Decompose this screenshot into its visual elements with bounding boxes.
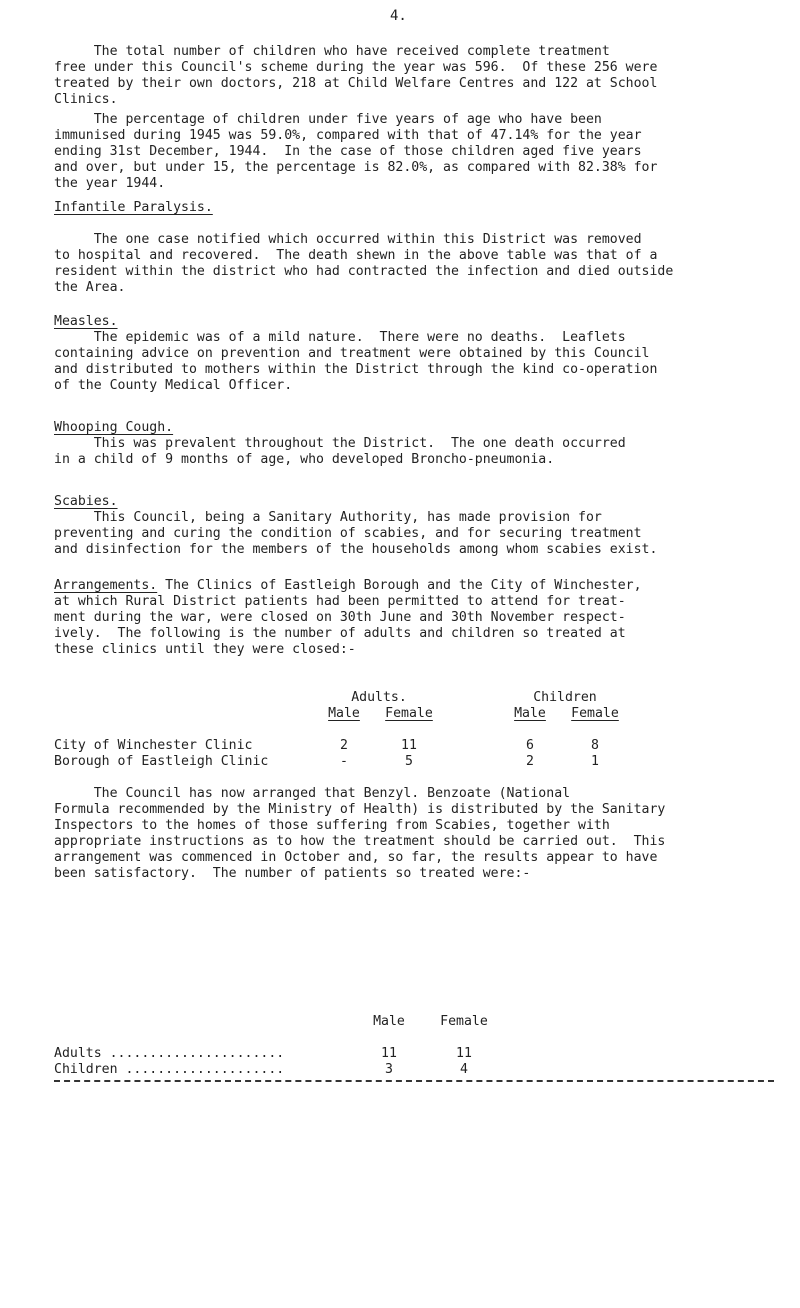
cell-male: 11 — [381, 1046, 397, 1061]
cell-adults-female: 11 — [401, 738, 417, 753]
heading-infantile-paralysis: Infantile Paralysis. — [54, 200, 213, 215]
female-header: Female — [440, 1014, 488, 1029]
arrangements-body: The Clinics of Eastleigh Borough and the City of Winchester, at which Rural District patients had been permitted to attend for treat- ment during the war, were closed on 30th June and 30th November respect- ively. The following is the number of adults and children so treated at these clinics until they were closed:- — [54, 578, 642, 657]
page-number: 4. — [390, 8, 407, 24]
benzyl-benzoate-paragraph: The Council has now arranged that Benzyl. Benzoate (National Formula recommended by the Ministry of Health) is distributed by the Sanitary Inspectors to the homes of those suffering from Scabies, together with appropriate instructions as to how the treatment should be carried out. This arrangement was commenced in October and, so far, the results appear to have been satisfactory. The number of patients so treated were:- — [54, 786, 666, 881]
dashed-divider — [54, 1080, 774, 1082]
cell-children-female: 8 — [591, 738, 599, 753]
patients-treated-table — [54, 1014, 504, 1078]
table-header-row — [54, 1014, 504, 1030]
row-label: Children .................... — [54, 1062, 285, 1077]
male-header: Male — [373, 1014, 405, 1029]
cell-adults-male: - — [340, 754, 348, 769]
adults-female-header: Female — [385, 706, 433, 721]
table-row — [54, 1062, 504, 1078]
intro-paragraph-1: The total number of children who have received complete treatment free under this Council's scheme during the year was 596. Of these 256 were treated by their own doctors, 218 at Child Welfare Centres and 122 at School Clinics. — [54, 44, 658, 107]
heading-arrangements: Arrangements. — [54, 578, 158, 593]
cell-female: 11 — [456, 1046, 472, 1061]
children-group-header: Children — [533, 690, 597, 705]
clinic-treatment-table — [54, 690, 630, 770]
heading-whooping-cough: Whooping Cough. — [54, 420, 174, 435]
children-male-header: Male — [514, 706, 546, 721]
whooping-cough-body: This was prevalent throughout the District. The one death occurred in a child of 9 months of age, who developed Broncho-pneumonia. — [54, 436, 626, 467]
heading-measles: Measles. — [54, 314, 118, 329]
row-label: City of Winchester Clinic — [54, 738, 253, 753]
table-group-header-row — [54, 690, 630, 706]
infantile-paralysis-body: The one case notified which occurred within this District was removed to hospital and recovered. The death shewn in the above table was that of a resident within the district who had contracted the infection and died outside the Area. — [54, 232, 674, 295]
row-label: Borough of Eastleigh Clinic — [54, 754, 269, 769]
table-row — [54, 754, 630, 770]
cell-children-male: 2 — [526, 754, 534, 769]
table-row — [54, 738, 630, 754]
adults-group-header: Adults. — [351, 690, 407, 705]
measles-body: The epidemic was of a mild nature. There were no deaths. Leaflets containing advice on prevention and treatment were obtained by this Council and distributed to mothers within the District through the kind co-operation of the County Medical Officer. — [54, 330, 658, 393]
row-label: Adults ...................... — [54, 1046, 285, 1061]
adults-male-header: Male — [328, 706, 360, 721]
cell-male: 3 — [385, 1062, 393, 1077]
cell-children-female: 1 — [591, 754, 599, 769]
cell-female: 4 — [460, 1062, 468, 1077]
children-female-header: Female — [571, 706, 619, 721]
cell-adults-male: 2 — [340, 738, 348, 753]
table-row — [54, 1046, 504, 1062]
scabies-body: This Council, being a Sanitary Authority, has made provision for preventing and curing the condition of scabies, and for securing treatment and disinfection for the members of the households among whom scabies exist. — [54, 510, 658, 557]
cell-adults-female: 5 — [405, 754, 413, 769]
cell-children-male: 6 — [526, 738, 534, 753]
arrangements-paragraph — [54, 578, 774, 658]
heading-scabies: Scabies. — [54, 494, 118, 509]
table-subheader-row — [54, 706, 630, 722]
intro-paragraph-2: The percentage of children under five years of age who have been immunised during 1945 was 59.0%, compared with that of 47.14% for the year ending 31st December, 1944. In the case of those children aged five years and over, but under 15, the percentage is 82.0%, as compared with 82.38% for the year 1944. — [54, 112, 658, 191]
